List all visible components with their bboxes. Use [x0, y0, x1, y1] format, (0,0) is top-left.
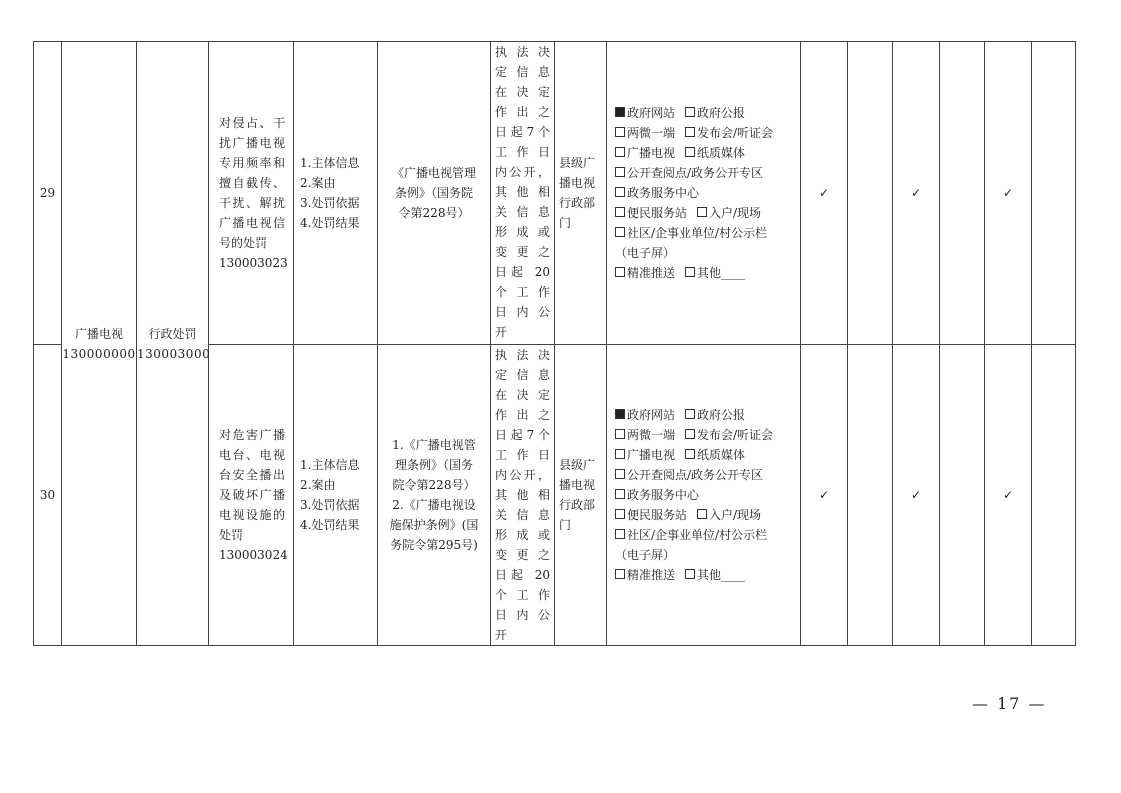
channel-label: 政务服务中心 — [627, 186, 700, 200]
time-line: 日起7个 — [495, 125, 550, 139]
checked-box-icon — [615, 409, 625, 419]
checkbox-icon — [615, 147, 625, 157]
content-item: 3.处罚依据 — [300, 196, 360, 210]
channel-label: 两微一端 — [627, 428, 676, 442]
matter-line: 电台、电视 — [219, 448, 285, 462]
checkbox-icon — [615, 127, 625, 137]
dept-line: 门 — [559, 216, 572, 230]
check-cell — [848, 42, 893, 345]
channel-label: 公开查阅点/政务公开专区 — [627, 468, 764, 482]
time-line: 定信息 — [495, 368, 550, 382]
matter-line: 及破坏广播 — [219, 488, 285, 502]
time-line: 个工作 — [495, 285, 550, 299]
content-cell — [294, 42, 378, 345]
time-line: 变更之 — [495, 245, 550, 259]
channel-label: 发布会/听证会 — [697, 126, 774, 140]
time-line: 日起 20 — [495, 568, 550, 582]
content-item: 4.处罚结果 — [300, 518, 360, 532]
channel-label: 政府网站 — [627, 408, 676, 422]
channel-label: （电子屏） — [615, 246, 676, 260]
checkbox-icon — [685, 107, 695, 117]
check-cell: ✓ — [893, 42, 940, 345]
channel-label: 纸质媒体 — [697, 146, 746, 160]
checkbox-icon — [685, 429, 695, 439]
time-line: 内公开， — [495, 165, 550, 179]
basis-line: 施保护条例》(国 — [389, 518, 479, 532]
matter-code: 130003023 — [219, 256, 288, 270]
channel-label: 政府网站 — [627, 106, 676, 120]
checkbox-icon — [615, 429, 625, 439]
matter-cell — [209, 345, 294, 646]
checkbox-icon — [685, 569, 695, 579]
time-line: 关信息 — [495, 508, 550, 522]
checkbox-icon — [685, 267, 695, 277]
content-item: 2.案由 — [300, 176, 336, 190]
matter-line: 专用频率和 — [219, 156, 285, 170]
basis-line: 理条例》（国务 — [394, 458, 473, 472]
checkbox-icon — [615, 167, 625, 177]
channel-label: 政务服务中心 — [627, 488, 700, 502]
matter-line: 扰广播电视 — [219, 136, 285, 150]
category-code: 130000000 — [62, 346, 136, 361]
time-line: 作出之 — [495, 408, 550, 422]
matter-line: 号的处罚 — [219, 236, 268, 250]
basis-line: 2.《广播电视设 — [392, 498, 476, 512]
checkbox-icon — [615, 489, 625, 499]
basis-line: 令第228号） — [398, 206, 470, 220]
check-cell — [848, 345, 893, 646]
channel-label: 社区/企事业单位/村公示栏 — [627, 528, 768, 542]
time-line: 变更之 — [495, 548, 550, 562]
time-line: 其他相 — [495, 185, 550, 199]
checkbox-icon — [615, 449, 625, 459]
page-number: — 17 — — [972, 694, 1047, 713]
time-line: 开 — [495, 325, 508, 339]
matter-line: 擅自截传、 — [219, 176, 285, 190]
basis-line: 务院令第295号) — [390, 538, 478, 552]
dept-line: 行政部 — [559, 498, 596, 512]
check-cell — [1032, 42, 1076, 345]
channel-label: 精准推送 — [627, 568, 676, 582]
check-cell — [1032, 345, 1076, 646]
channel-label: 广播电视 — [627, 448, 676, 462]
matter-code: 130003024 — [219, 548, 288, 562]
checkbox-icon — [615, 569, 625, 579]
basis-line: 1.《广播电视管 — [392, 438, 476, 452]
time-line: 执法决 — [495, 45, 550, 59]
check-cell: ✓ — [893, 345, 940, 646]
checkbox-icon — [615, 529, 625, 539]
channel-label: 发布会/听证会 — [697, 428, 774, 442]
time-line: 日起7个 — [495, 428, 550, 442]
content-item: 2.案由 — [300, 478, 336, 492]
channel-label: 广播电视 — [627, 146, 676, 160]
check-cell: ✓ — [801, 345, 848, 646]
time-line: 形成或 — [495, 225, 550, 239]
content-item: 4.处罚结果 — [300, 216, 360, 230]
time-line: 在决定 — [495, 388, 550, 402]
matter-line: 电视设施的 — [219, 508, 285, 522]
time-line: 其他相 — [495, 488, 550, 502]
dept-line: 县级广 — [559, 156, 596, 170]
channel-cell — [607, 42, 801, 345]
subcategory-code: 130003000 — [137, 346, 211, 361]
channel-label: 政府公报 — [697, 106, 746, 120]
channel-cell — [607, 345, 801, 646]
time-line: 开 — [495, 628, 508, 642]
basis-line: 条例》（国务院 — [394, 186, 473, 200]
basis-cell — [378, 42, 491, 345]
channel-label: 公开查阅点/政务公开专区 — [627, 166, 764, 180]
time-line: 形成或 — [495, 528, 550, 542]
dept-line: 门 — [559, 518, 572, 532]
time-line: 工作日 — [495, 145, 550, 159]
checkbox-icon — [615, 509, 625, 519]
checkbox-icon — [615, 187, 625, 197]
content-cell — [294, 345, 378, 646]
checkbox-icon — [685, 147, 695, 157]
channel-label: 政府公报 — [697, 408, 746, 422]
basis-line: 院令第228号） — [392, 478, 476, 492]
subcategory-name: 行政处罚 — [148, 326, 197, 341]
subcategory-cell — [137, 42, 209, 646]
basis-cell — [378, 345, 491, 646]
checkbox-icon — [685, 409, 695, 419]
matter-cell — [209, 42, 294, 345]
time-line: 个工作 — [495, 588, 550, 602]
channel-label: 便民服务站 — [627, 508, 688, 522]
department-cell — [555, 345, 607, 646]
matter-line: 广播电视信 — [219, 216, 285, 230]
time-line: 日内公 — [495, 608, 550, 622]
checkbox-icon — [615, 469, 625, 479]
time-line: 执法决 — [495, 348, 550, 362]
checkbox-icon — [685, 127, 695, 137]
check-cell: ✓ — [801, 42, 848, 345]
time-limit-cell — [491, 42, 555, 345]
checkbox-icon — [615, 207, 625, 217]
channel-label: （电子屏） — [615, 548, 676, 562]
content-item: 3.处罚依据 — [300, 498, 360, 512]
matter-line: 干扰、解扰 — [219, 196, 285, 210]
table-row — [34, 42, 1076, 345]
matter-line: 对侵占、干 — [219, 116, 285, 130]
dept-line: 行政部 — [559, 196, 596, 210]
check-cell: ✓ — [985, 345, 1032, 646]
checkbox-icon — [697, 207, 707, 217]
time-line: 日起 20 — [495, 265, 550, 279]
matter-line: 处罚 — [219, 528, 244, 542]
content-item: 1.主体信息 — [300, 156, 360, 170]
channel-label: 其他____ — [697, 266, 746, 280]
channel-label: 精准推送 — [627, 266, 676, 280]
category-name: 广播电视 — [74, 326, 123, 341]
channel-label: 其他____ — [697, 568, 746, 582]
channel-label: 社区/企事业单位/村公示栏 — [627, 226, 768, 240]
content-item: 1.主体信息 — [300, 458, 360, 472]
row-index: 30 — [34, 345, 62, 646]
row-index: 29 — [34, 42, 62, 345]
check-cell — [940, 345, 985, 646]
category-cell — [62, 42, 137, 646]
time-line: 定信息 — [495, 65, 550, 79]
basis-line: 《广播电视管理 — [391, 166, 476, 180]
checkbox-icon — [615, 227, 625, 237]
channel-label: 两微一端 — [627, 126, 676, 140]
check-cell: ✓ — [985, 42, 1032, 345]
channel-label: 便民服务站 — [627, 206, 688, 220]
time-line: 在决定 — [495, 85, 550, 99]
checkbox-icon — [615, 267, 625, 277]
dept-line: 播电视 — [559, 176, 596, 190]
matter-line: 台安全播出 — [219, 468, 285, 482]
dept-line: 播电视 — [559, 478, 596, 492]
check-cell — [940, 42, 985, 345]
time-line: 日内公 — [495, 305, 550, 319]
matter-line: 对危害广播 — [219, 428, 285, 442]
checked-box-icon — [615, 107, 625, 117]
time-line: 关信息 — [495, 205, 550, 219]
time-line: 工作日 — [495, 448, 550, 462]
time-limit-cell — [491, 345, 555, 646]
channel-label: 纸质媒体 — [697, 448, 746, 462]
channel-label: 入户/现场 — [709, 206, 762, 220]
channel-label: 入户/现场 — [709, 508, 762, 522]
time-line: 内公开， — [495, 468, 550, 482]
disclosure-table — [33, 41, 1076, 646]
time-line: 作出之 — [495, 105, 550, 119]
department-cell — [555, 42, 607, 345]
checkbox-icon — [697, 509, 707, 519]
dept-line: 县级广 — [559, 458, 596, 472]
checkbox-icon — [685, 449, 695, 459]
